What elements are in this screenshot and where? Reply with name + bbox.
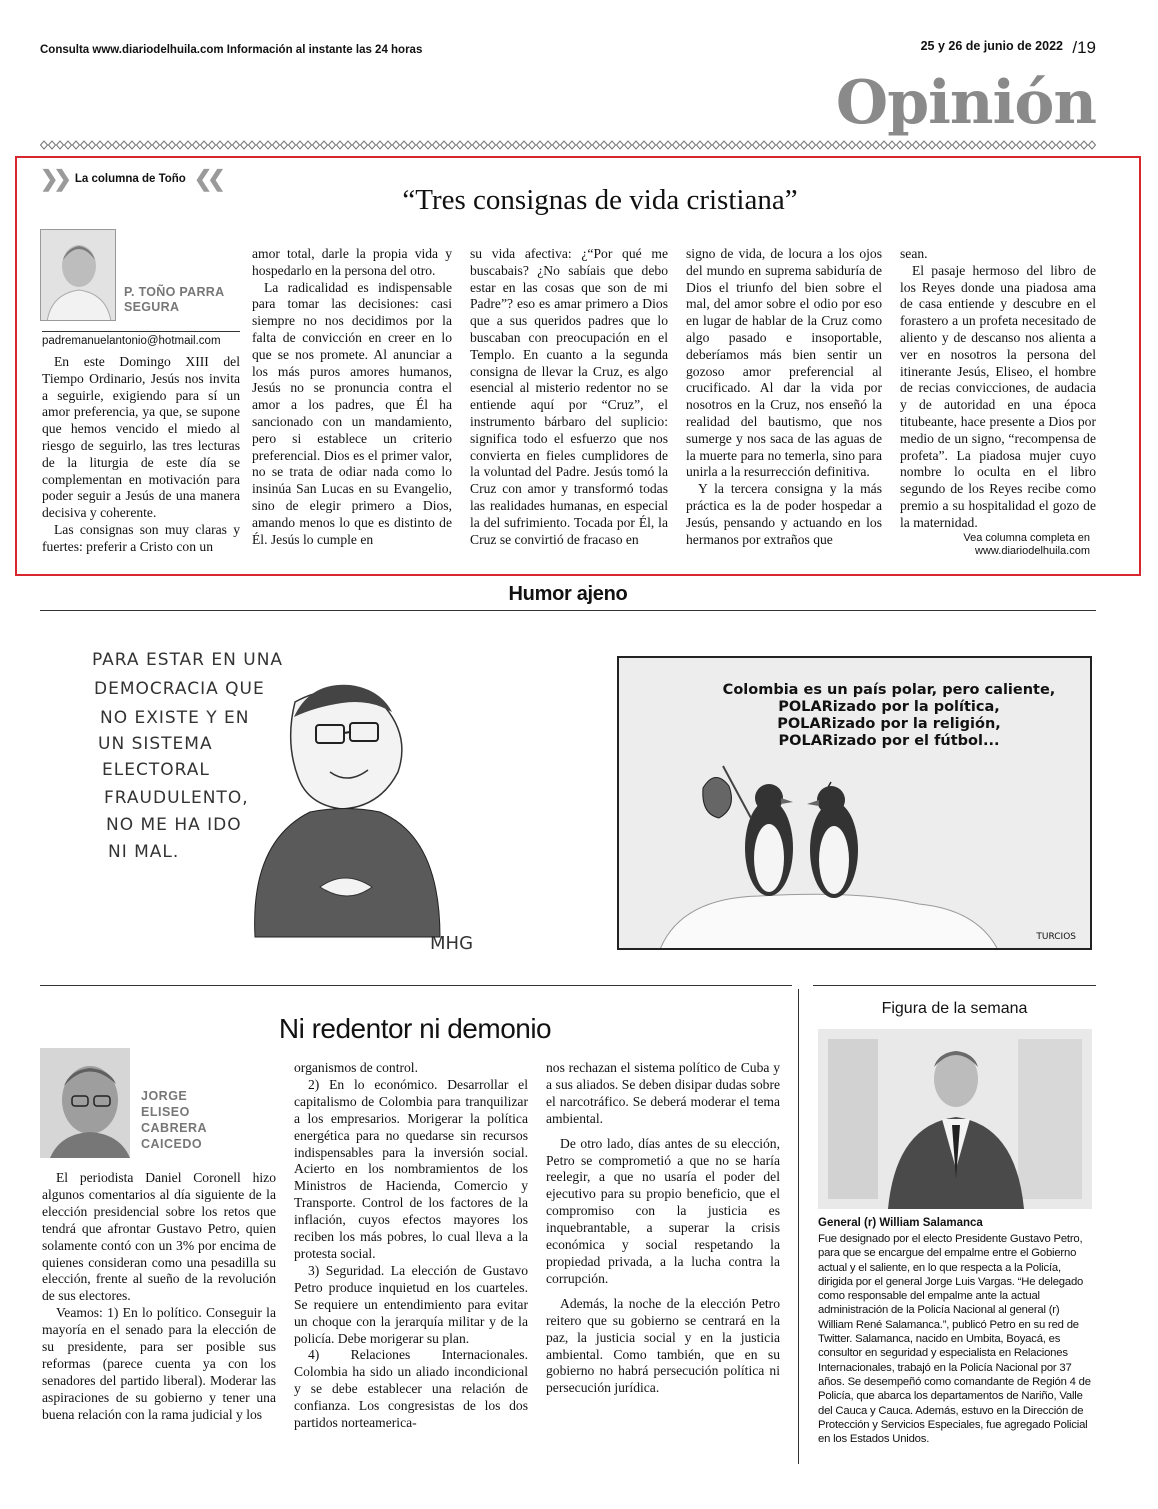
paragraph: su vida afectiva: ¿“Por qué me buscabais? ¿No sabíais que debo estar en las cosas que son de mi Padre”? eso es amar primero a Dios que a sus queridos padres que lo buscaban con preocupación en el Templo. En cuanto a la segunda consigna de llevar la Cruz, es algo esencial al misterio redentor no se entiende aquí por “Cruz”, el instrumento bárbaro del suplicio: significa todo el esfuerzo que nos convierta en fieles cumplidores de la voluntad del Padre. Jesús tomó la Cruz con amor y transformó todas las realidades humanas, en especial la del sufrimiento. Tocada por Él, la Cruz se convirtió de fracaso en [470, 246, 668, 547]
article-column-4 [686, 246, 882, 548]
paragraph: La radicalidad es indispensable para tomar las decisiones: casi siempre no nos decidimos por la falta de convicción en creer en lo que se nos promete. Al anunciar a los más puros amores humanos, Jesús no se pronuncia contra el amor a los padres, que Él ha sancionado con un mandamiento, pero si establece un criterio preferencial. Dios es el primer valor, no se trata de odiar nada como lo insinúa San Lucas en su Evangelio, sino de elegir primero a Dios, amando menos lo que es distinto de Él. Jesús lo cumple en [252, 279, 452, 547]
cartoon1-caption-line: ELECTORAL [102, 760, 210, 780]
author-name [124, 285, 224, 315]
vertical-divider [798, 989, 799, 1464]
author-email[interactable]: padremanuelantonio@hotmail.com [42, 331, 240, 347]
paragraph: En este Domingo XIII del Tiempo Ordinario, Jesús nos invita a seguirle, exigiendo para sí un amor preferencia, ya que, se supone que hemos vencido el miedo al riesgo de seguirlo, las tres lecturas de la liturgia de este día se complementan en motivación para poder seguir a Jesús de una manera decisiva y coherente. [42, 354, 240, 521]
article-column-5 [900, 246, 1096, 532]
divider [40, 985, 792, 986]
article-headline-2: Ni redentor ni demonio [278, 1013, 552, 1044]
author-photo [40, 229, 116, 321]
paragraph: signo de vida, de locura a los ojos del mundo en suprema sabiduría de Dios el triunfo del bien sobre el mal, del amor sobre el odio por eso en lugar de hablar de la Cruz como algo pasado e insoportable, deberíamos más bien sentir un gozoso amor preferencial al crucificado. Al dar la vida por nosotros en la Cruz, nos enseñó la realidad del bautismo, que nos sumerge y nos saca de las aguas de la muerte para no temerla, sino para unirla a la resurrección definitiva. [686, 246, 882, 480]
article2-column-2 [294, 1060, 528, 1432]
cartoon2-signature: TURCIOS [1036, 932, 1076, 942]
article-headline: “Tres consignas de vida cristiana” [402, 184, 798, 216]
author-name-line1: P. TOÑO PARRA [124, 285, 225, 299]
column-kicker-label: La columna de Toño [74, 173, 186, 185]
author-name-2 [141, 1088, 207, 1152]
article-column-3 [470, 246, 668, 548]
divider [813, 985, 1096, 986]
figura-name: General (r) William Salamanca [818, 1217, 983, 1229]
article-column-2 [252, 246, 452, 548]
see-more-link[interactable] [900, 532, 1090, 558]
paragraph: De otro lado, días antes de su elección, Petro se comprometió a que no se haría reelegir, a que no usaría el poder del ejecutivo para su propio beneficio, que el compromiso con la justicia es inquebrantable, a superar la crisis económica y social respetando la propiedad privada, a la lucha contra la corrupción. [546, 1135, 780, 1286]
double-chevron-right-icon: ❯❯ [40, 166, 67, 191]
cartoon1-caption-line: UN SISTEMA [98, 734, 213, 754]
article2-column-3 [546, 1060, 780, 1397]
paragraph: organismos de control. [294, 1060, 418, 1075]
cartoon-illustration-1 [80, 637, 550, 962]
issue-date: 25 y 26 de junio de 2022 [920, 39, 1063, 53]
header-tagline: Consulta www.diariodelhuila.com Información al instante las 24 horas [40, 44, 423, 56]
decorative-diamond-border [40, 140, 1096, 150]
cartoon1-caption-line: DEMOCRACIA QUE [94, 679, 265, 699]
author-name-line: CABRERA [141, 1121, 207, 1135]
author-photo-2 [40, 1048, 130, 1158]
divider [40, 610, 1096, 611]
section-title: Opinión [835, 68, 1096, 138]
paragraph: nos rechazan el sistema político de Cuba y a sus aliados. Se deben disipar dudas sobre el narcotráfico. Se deberá moderar el tema ambiental. [546, 1060, 780, 1126]
author-name-line: ELISEO [141, 1105, 190, 1119]
see-more-url[interactable]: www.diariodelhuila.com [975, 545, 1090, 557]
page-number: /19 [1072, 38, 1096, 57]
column-kicker [40, 166, 221, 191]
cartoon1-caption-line: NO EXISTE Y EN [100, 708, 250, 728]
cartoon-illustration-2 [617, 656, 1092, 950]
cartoon2-caption-line: Colombia es un país polar, pero caliente, [722, 682, 1056, 698]
paragraph: sean. [900, 246, 928, 261]
paragraph: amor total, darle la propia vida y hospedarlo en la persona del otro. [252, 246, 452, 278]
author-name-line: CAICEDO [141, 1137, 203, 1151]
paragraph: Y la tercera consigna y la más práctica es la de poder hospedar a Jesús, pensando y actuando en los hermanos por extraños que [686, 481, 882, 547]
figura-text: Fue designado por el electo Presidente Gustavo Petro, para que se encargue del empalme entre el Gobierno actual y el saliente, en lo que respecta a la Policía, dirigida por el general Jorge Luis Vargas. “He delegado como responsable del empalme ante la actual administración de la Policía Nacional al general (r) William René Salamanca.”, publicó Petro en su red de Twitter. Salamanca, nacido en Umbita, Boyacá, es consultor en seguridad y especialista en Relaciones Internacionales, trabajó en la Policía Nacional por 37 años. Se desempeñó como comandante de Región 4 de Policía, que abarca los departamentos de Nariño, Valle del Cauca y Cauca. Además, estuvo en la Dirección de Protección y Servicios Especiales, fue agregado Policial en los Estados Unidos. [818, 1233, 1091, 1446]
article2-column-1 [42, 1170, 276, 1424]
cartoon2-caption-line: POLARizado por la religión, [777, 716, 1001, 732]
see-more-label: Vea columna completa en [963, 532, 1090, 544]
figura-photo [818, 1029, 1092, 1209]
cartoon1-caption-line: NI MAL. [108, 842, 180, 862]
cartoon1-caption-line: NO ME HA IDO [106, 815, 242, 835]
paragraph: El periodista Daniel Coronell hizo algunos comentarios al día siguiente de la elección presidencial sobre los retos que tendrá que afrontar Gustavo Petro, quien solamente contó con un 3% por encima de quienes consideran como una pesadilla su elección, frente al sueño de la revolución de sus electores. [42, 1170, 276, 1304]
paragraph: El pasaje hermoso del libro de los Reyes donde una piadosa ama de casa entiende y descubre en el forastero a un profeta necesitado de aliento y de descanso nos alienta a ver en nosotros la persona del itinerante Jesús, Eliseo, el hombre de recias convicciones, de audacia y de autoridad en una época titubeante, hace presente a Dios por medio de un signo, “recompensa de profeta”. La piadosa mujer cuyo nombre lo oculta en el libro segundo de los Reyes recibe como premio a su hospitalidad el gozo de la maternidad. [900, 262, 1096, 530]
paragraph: 2) En lo económico. Desarrollar el capitalismo de Colombia para tranquilizar a los empresarios. Morigerar la política energética para no quedarse sin recursos indispensables para la inversión social. Acierto en los nombramientos de los Ministros de Hacienda, Comercio y Transporte. Control de los factores de la inflación, cuyos efectos mayores los reciben los más pobres, lo cual lleva a la protesta social. [294, 1076, 528, 1261]
cartoon2-caption-line: POLARizado por el fútbol... [778, 733, 1000, 749]
paragraph: Veamos: 1) En lo político. Conseguir la mayoría en el senado para la elección de su presidente, para ser posible sus reformas (parece cuenta ya con los senadores del partido liberal). Moderar las aspiraciones de su gobierno y tener una buena relación con la rama judicial y los [42, 1305, 276, 1422]
paragraph: Las consignas son muy claras y fuertes: preferir a Cristo con un [42, 521, 240, 554]
paragraph: Además, la noche de la elección Petro reitero que su gobierno se centrará en la paz, la justicia social y en la justicia ambiental. Como también, que en su gobierno no habrá persecución política ni persecución jurídica. [546, 1295, 780, 1396]
figura-section-title: Figura de la semana [881, 1000, 1028, 1017]
article-column-1 [42, 354, 240, 556]
author-name-line2: SEGURA [124, 300, 180, 314]
cartoon1-caption-line: FRAUDULENTO, [104, 788, 249, 808]
cartoon2-caption-line: POLARizado por la política, [778, 699, 1000, 715]
cartoon1-caption-line: PARA ESTAR EN UNA [92, 650, 284, 670]
cartoon1-signature: MHG [430, 933, 474, 954]
paragraph: 4) Relaciones Internacionales. Colombia ha sido un aliado incondicional y se debe establecer una relación de confianza. Los congresistas de los dos partidos norteamerica- [294, 1347, 528, 1431]
double-chevron-left-icon: ❮❮ [193, 166, 221, 191]
author-name-line: JORGE [141, 1089, 188, 1103]
paragraph: 3) Seguridad. La elección de Gustavo Petro produce inquietud en los cuarteles. Se requiere un entendimiento para evitar un choque con la jerarquía militar y de la policía. Debe morigerar su plan. [294, 1262, 528, 1346]
humor-section-title: Humor ajeno [508, 583, 628, 605]
